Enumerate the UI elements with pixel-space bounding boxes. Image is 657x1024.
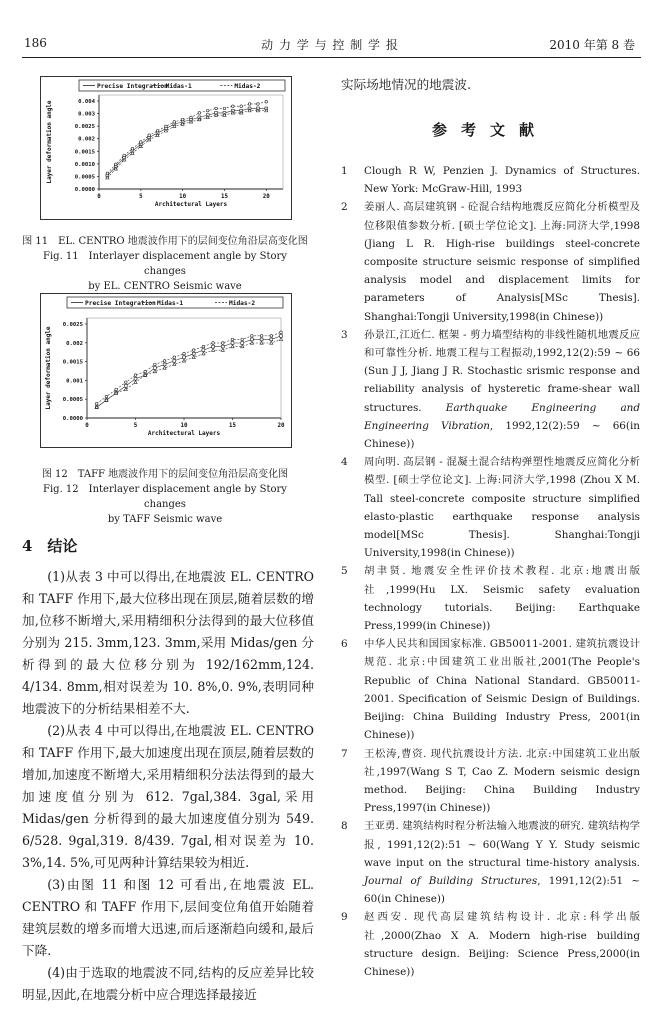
- reference-number: 2: [341, 201, 348, 214]
- issue-label: 2010 年第 8 卷: [549, 38, 635, 52]
- data-point: [221, 348, 224, 351]
- legend-label: Midas-1: [165, 83, 192, 90]
- y-axis-label: Layer deformation angle: [45, 326, 52, 410]
- data-point: [270, 335, 273, 338]
- data-point: [212, 342, 215, 345]
- data-point: [106, 172, 109, 175]
- legend-label: Precise Integration: [97, 83, 168, 90]
- data-point: [123, 154, 126, 157]
- data-point: [240, 105, 243, 108]
- data-point: [173, 121, 176, 124]
- data-point: [154, 367, 157, 370]
- data-point: [163, 363, 166, 366]
- y-tick-label: 0.0000: [62, 416, 83, 422]
- data-point: [232, 105, 235, 108]
- data-point: [192, 352, 195, 355]
- data-point: [140, 141, 143, 144]
- data-point: [156, 130, 159, 133]
- data-point: [222, 342, 225, 345]
- figure-12-caption-cn: 图 12 TAFF 地震波作用下的层间变位角沿层高变化图: [41, 469, 289, 480]
- data-point: [124, 384, 127, 387]
- data-point: [125, 381, 128, 384]
- paragraph-3: (3)由图 11 和图 12 可看出,在地震波 EL. CENTRO 和 TAFF 作用下,层间变位角值开始随着建筑层数的增多而增大迅速,而后逐渐趋向缓和,最后下降.: [22, 877, 314, 958]
- data-point: [280, 334, 283, 337]
- y-tick-label: 0.001: [66, 378, 83, 385]
- reference-text: 中华人民共和国国家标准. GB50011-2001. 建筑抗震设计规范. 北京:中国建筑工业出版社,2001(The People's Republic of China National Standard. GB50011-2001. Specification of Seismic Design of Buildings. Beijing: China Building Industry Press, 2001(in Chinese)): [364, 638, 640, 742]
- data-point: [270, 338, 273, 341]
- y-tick-label: 0.004: [78, 99, 95, 105]
- references-title: 参考文献: [431, 121, 548, 139]
- reference-number: 8: [341, 820, 348, 833]
- data-point: [95, 402, 98, 405]
- data-point: [173, 356, 176, 359]
- journal-title: 动 力 学 与 控 制 学 报: [261, 38, 399, 52]
- reference-text: Clough R W, Penzien J. Dynamics of Structures. New York: McGraw-Hill, 1993: [364, 165, 640, 196]
- reference-item: [341, 635, 640, 744]
- data-point: [279, 338, 282, 341]
- data-point: [212, 348, 215, 351]
- figure-11-chart: [40, 76, 292, 220]
- data-point: [265, 100, 268, 103]
- data-point: [105, 395, 108, 398]
- data-point: [134, 374, 137, 377]
- reference-number: 6: [341, 638, 348, 651]
- reference-item: [341, 198, 640, 325]
- data-point: [134, 377, 137, 380]
- page-number: 186: [24, 36, 47, 50]
- reference-item: [341, 453, 640, 562]
- data-point: [221, 345, 224, 348]
- reference-text: 孙景江,江近仁. 框架 - 剪力墙型结构的非线性随机地震反应和可靠性分析. 地震工程与工程振动,1992,12(2):59 ~ 66 (Sun J J, Jiang J R. Stochastic srismic response and reliability analysis of hysteretic frame-shear wall structures.: [364, 328, 640, 414]
- x-axis-label: Architectural Layers: [147, 430, 221, 437]
- data-point: [231, 345, 234, 348]
- reference-number: 1: [341, 165, 348, 177]
- data-point: [192, 355, 195, 358]
- data-point: [163, 366, 166, 369]
- reference-journal: Journal of Building Structures: [364, 874, 538, 887]
- figure-12-svg: [41, 294, 291, 447]
- x-tick-label: 0: [85, 423, 89, 429]
- reference-item: [341, 326, 640, 453]
- legend-label: Midas-2: [234, 83, 261, 90]
- reference-text: 姜丽人. 高层建筑钢 - 砼混合结构地震反应简化分析模型及位移限值参数分析. [硕士学位论文]. 上海:同济大学,1998 (Jiang L R. High-rise buildings steel-concrete composite structure seismic response of simplified analysis model and displacement limits for parameters of Analysis[MSc Thesis]. Shanghai:Tongji University,1998(in Chinese)): [364, 201, 640, 323]
- reference-item: [341, 817, 640, 908]
- section-body: [22, 566, 314, 1006]
- reference-journal: Earthquake Engineering and Engineering Vibration: [364, 401, 640, 432]
- data-point: [134, 380, 137, 383]
- reference-text: 胡聿贤. 地震安全性评价技术教程. 北京:地震出版社,1999(Hu LX. Seismic safety evaluation technology tutorials. Beijing: Earthquake Press,1999(in Chinese)): [364, 565, 640, 633]
- paragraph-2: (2)从表 4 中可以得出,在地震波 EL. CENTRO 和 TAFF 作用下,最大加速度出现在顶层,随着层数的增加,加速度不断增大,采用精细积分法法得到的最大加速度值分别为 612. 7gal,384. 3gal,采用 Midas/gen 分析得到的最大加速度值分别为 549. 6/528. 9gal,319. 8/439. 7gal,相对误差为 10. 3%,14. 5%,可见两种计算结果较为相近.: [22, 723, 314, 870]
- x-tick-label: 10: [180, 423, 188, 429]
- data-point: [124, 388, 127, 391]
- x-tick-label: 20: [277, 423, 285, 429]
- data-point: [260, 338, 263, 341]
- data-point: [154, 363, 157, 366]
- y-tick-label: 0.003: [78, 111, 95, 118]
- paragraph-4: (4)由于选取的地震波不同,结构的反应差异比较明显,因此,在地震分析中应合理选择最接近: [22, 965, 314, 1002]
- y-tick-label: 0.0010: [74, 161, 95, 168]
- reference-text-tail: , 1991,12(2):51 ~ 60(in Chinese)): [364, 874, 640, 906]
- y-tick-label: 0.002: [78, 136, 95, 143]
- reference-number: 4: [341, 456, 348, 469]
- reference-item: [341, 745, 640, 818]
- data-point: [260, 335, 263, 338]
- reference-number: 7: [341, 747, 348, 760]
- y-tick-label: 0.0025: [74, 124, 95, 131]
- data-point: [250, 341, 253, 344]
- reference-number: 5: [341, 565, 348, 578]
- data-point: [231, 342, 234, 345]
- y-tick-label: 0.0015: [62, 359, 83, 366]
- data-point: [173, 363, 176, 366]
- data-point: [131, 147, 134, 150]
- data-point: [202, 349, 205, 352]
- data-point: [165, 125, 168, 128]
- data-point: [241, 345, 244, 348]
- figure-12-caption-en-2: by TAFF Seismic wave: [107, 514, 223, 525]
- figure-12-chart: [40, 293, 292, 448]
- x-tick-label: 20: [262, 194, 270, 200]
- data-point: [241, 342, 244, 345]
- legend-label: Midas-2: [229, 300, 256, 307]
- x-tick-label: 0: [97, 194, 101, 200]
- y-tick-label: 0.0015: [74, 149, 95, 156]
- data-point: [202, 345, 205, 348]
- y-tick-label: 0.0005: [62, 397, 83, 404]
- legend-label: Midas-1: [157, 300, 184, 307]
- data-point: [215, 107, 218, 110]
- data-point: [148, 134, 151, 137]
- series-line: [97, 336, 281, 407]
- data-point: [241, 338, 244, 341]
- figure-11-caption-en: Fig. 11 Interlayer displacement angle by Story changes: [43, 251, 287, 277]
- reference-text-tail: , 1992,12(2):59 ~ 66(in Chinese)): [364, 419, 640, 451]
- legend-label: Precise Integration: [85, 300, 156, 307]
- x-tick-label: 5: [139, 194, 143, 200]
- data-point: [231, 338, 234, 341]
- data-point: [270, 341, 273, 344]
- data-point: [173, 359, 176, 362]
- figure-12-caption: [22, 467, 308, 527]
- data-point: [251, 335, 254, 338]
- data-point: [153, 370, 156, 373]
- y-tick-label: 0.0005: [74, 174, 95, 181]
- paragraph-continuation: 实际场地情况的地震波.: [341, 77, 471, 92]
- data-point: [206, 109, 209, 112]
- figure-11-caption: [22, 234, 308, 294]
- reference-item: [341, 908, 640, 981]
- data-point: [144, 370, 147, 373]
- x-tick-label: 15: [220, 194, 228, 200]
- data-point: [115, 388, 118, 391]
- data-point: [223, 107, 226, 110]
- data-point: [257, 103, 260, 106]
- data-point: [192, 349, 195, 352]
- reference-list: [341, 162, 640, 981]
- data-point: [163, 360, 166, 363]
- paragraph-1: (1)从表 3 中可以得出,在地震波 EL. CENTRO 和 TAFF 作用下,最大位移出现在顶层,随着层数的增加,位移不断增大,采用精细积分法得到的最大位移值分别为 215. 3mm,123. 3mm,采用 Midas/gen 分析得到的最大位移分别为 192/162mm,124. 4/134. 8mm,相对误差为 10. 8%,0. 9%,表明同种地震波下的分析结果相差不大.: [22, 569, 314, 716]
- header-rule: [22, 57, 641, 58]
- data-point: [183, 356, 186, 359]
- data-point: [183, 352, 186, 355]
- data-point: [248, 103, 251, 106]
- data-point: [202, 352, 205, 355]
- reference-item: [341, 162, 640, 198]
- data-point: [280, 331, 283, 334]
- data-point: [251, 338, 254, 341]
- data-point: [260, 341, 263, 344]
- series-line: [97, 339, 281, 407]
- reference-text: 王松涛,曹资. 现代抗震设计方法. 北京:中国建筑工业出版社,1997(Wang S T, Cao Z. Modern seismic design method. Beijing: China Building Industry Press,1997(in Chinese)): [364, 747, 640, 815]
- section-title: 4 结论: [22, 537, 78, 555]
- x-tick-label: 10: [179, 194, 187, 200]
- data-point: [212, 345, 215, 348]
- reference-number: 9: [341, 911, 348, 924]
- x-tick-label: 15: [229, 423, 236, 429]
- reference-text: 王亚勇. 建筑结构时程分析法输入地震波的研究. 建筑结构学报, 1991,12(2):51 ~ 60(Wang Y Y. Study seismic wave input on the structural time-history analysis.: [364, 820, 640, 869]
- data-point: [114, 163, 117, 166]
- y-axis-label: Layer deformation angle: [46, 100, 53, 184]
- data-point: [190, 116, 193, 119]
- x-tick-label: 5: [133, 423, 138, 429]
- reference-text: 赵西安. 现代高层建筑结构设计. 北京:科学出版社,2000(Zhao X A. Modern high-rise building structure design. Beijing: Science Press,2000(in Chinese)): [364, 911, 640, 978]
- x-axis-label: Architectural Layers: [154, 201, 228, 208]
- data-point: [181, 118, 184, 121]
- figure-12-caption-en: Fig. 12 Interlayer displacement angle by Story changes: [43, 484, 287, 510]
- reference-number: 3: [341, 328, 348, 341]
- reference-item: [341, 562, 640, 635]
- figure-11-caption-en-2: by EL. CENTRO Seismic wave: [88, 281, 242, 292]
- data-point: [198, 112, 201, 115]
- figure-11-caption-cn: 图 11 EL. CENTRO 地震波作用下的层间变位角沿层高变化图: [22, 236, 308, 247]
- data-point: [182, 359, 185, 362]
- y-tick-label: 0.0025: [62, 322, 83, 328]
- y-tick-label: 0.0000: [74, 187, 95, 193]
- reference-text: 周向明. 高层钢 - 混凝土混合结构弹塑性地震反应简化分析模型. [硕士学位论文]. 上海:同济大学,1998 (Zhou X M. Tall steel-concrete composite structure simplified elasto-plastic earthquake response analysis model[MSc Thesis]. Shanghai:Tongji University,1998(in Chinese)): [364, 456, 640, 560]
- y-tick-label: 0.002: [66, 340, 83, 347]
- figure-11-svg: [41, 77, 291, 219]
